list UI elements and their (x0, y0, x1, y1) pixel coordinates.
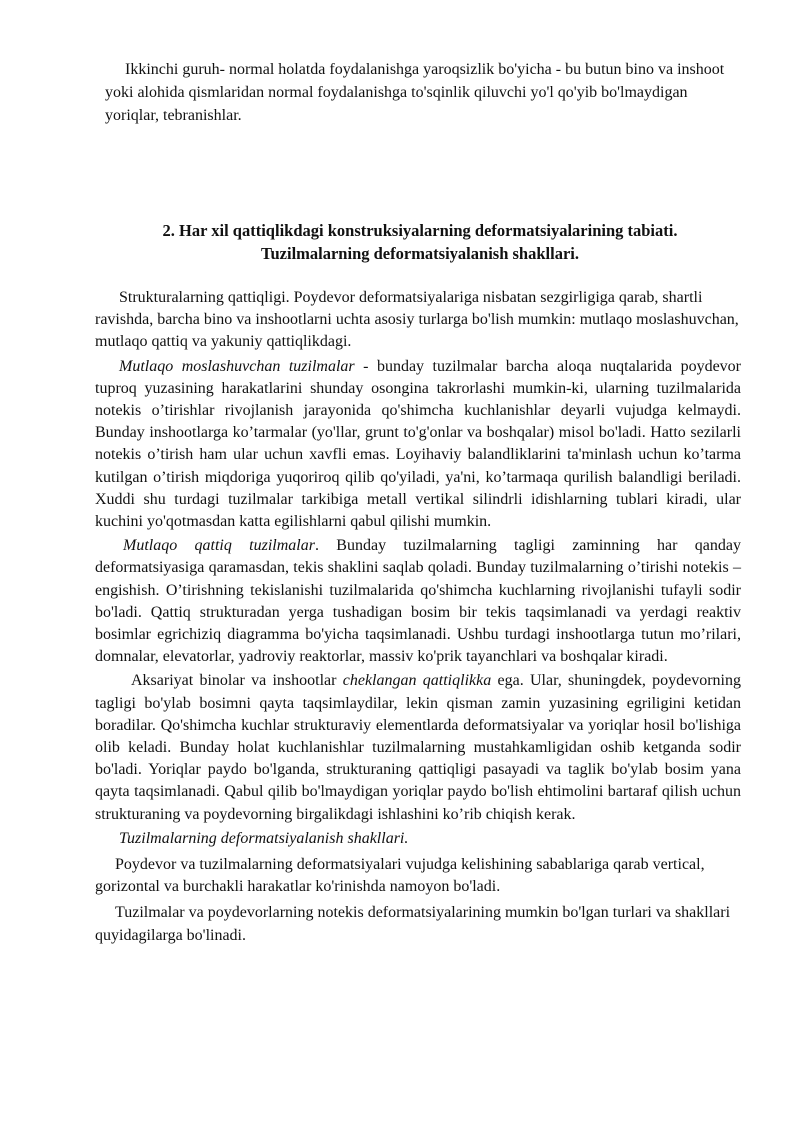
section-heading (100, 219, 740, 265)
section-body (95, 287, 741, 947)
section-heading-line1: 2. Har xil qattiqlikdagi konstruksiyalarning deformatsiyalarining tabiati. (162, 221, 678, 240)
term-rigid: Mutlaqo qattiq tuzilmalar (123, 537, 315, 555)
section-heading-line2: Tuzilmalarning deformatsiyalanish shakllari. (261, 244, 579, 263)
paragraph-types: Tuzilmalar va poydevorlarning notekis deformatsiyalarining mumkin bo'lgan turlari va shakllari quyidagilarga bo'linadi. (95, 904, 731, 944)
term-limited: cheklangan qattiqlikka (342, 672, 492, 690)
paragraph-flexible-text: - bunday tuzilmalar barcha aloqa nuqtalarida poydevor tuproq yuzasining harakatlarini shunday osongina takrorlashi mumkin-ki, ularning tuzilmalarida notekis o’tirishlar rivojlanish jarayonida qo'shimcha kuchlanishlar deyarli vujudga kelmaydi. Bunday inshootlarga ko’tarmalar (yo'llar, grunt to'g'onlar va boshqalar) misol bo'ladi. Hatto sezilarli notekis o’tirish ham ular uchun xavfli emas. Loyihaviy balandliklarini ta'minlash uchun ko’tarma kutilgan o’tirish miqdoriga yuqoriroq qilib qo'yiladi, ya'ni, ko’tarmaqa qurilish balandligi beriladi. Xuddi shu turdagi tuzilmalar tarkibiga metall vertikal silindrli idishlarning tublari kiradi, ular kuchini yo'qotmasdan katta egilishlarni qabul qilishi mumkin. (95, 357, 741, 531)
term-flexible: Mutlaqo moslashuvchan tuzilmalar (119, 357, 355, 375)
intro-paragraph: Ikkinchi guruh- normal holatda foydalanishga yaroqsizlik bo'yicha - bu butun bino va inshoot yoki alohida qismlaridan normal foydalanishga to'sqinlik qiluvchi yo'l qo'yib bo'lmaydigan yoriqlar, tebranishlar. (105, 61, 725, 124)
paragraph-rigidity: Strukturalarning qattiqligi. Poydevor deformatsiyalariga nisbatan sezgirligiga qarab, shartli ravishda, barcha bino va inshootlarni uchta asosiy turlarga bo'lish mumkin: mutlaqo moslashuvchan, mutlaqo qattiq va yakuniy qattiqlikdagi. (95, 289, 739, 351)
paragraph-rigid-text: . Bunday tuzilmalarning tagligi zaminning har qanday deformatsiyasiga qaramasdan, tekis shaklini saqlab qoladi. Bunday tuzilmalarning o’tirishi notekis – engishish. O’tirishning tekislanishi tuzilmalarida qo'shimcha kuchlarning rivojlanishi tufayli sodir bo'ladi. Qattiq strukturadan yerga tushadigan bosim bir tekis taqsimlanadi va yerdagi reaktiv bosimlar egrichiziq diagramma bo'yicha taqsimlanadi. Ushbu turdagi inshootlarga tutun mo’rilari, domnalar, elevatorlar, yadroviy reaktorlar, massiv ko'prik tayanchlari va boshqalar kiradi. (95, 537, 742, 666)
subheading-deformation-forms (95, 828, 741, 850)
paragraph-rigid (95, 535, 741, 668)
paragraph-limited (95, 670, 741, 825)
paragraph-limited-text: ega. Ular, shuningdek, poydevorning tagligi bo'ylab bosimni qayta taqsimlaydilar, lekin qisman zamin yuzasining egriligini ketidan boradilar. Qo'shimcha kuchlar strukturaviy elementlarda deformatsiyalar va yoriqlar hosil bo'lishiga olib keladi. Bunday holat kuchlanishlar tuzilmalarning mustahkamligidan oshib ketganda sodir bo'ladi. Yoriqlar paydo bo'lganda, strukturaning qattiqligi pasayadi va taglik bo'ylab bosim yana qayta taqsimlanadi. Qabul qilib bo'lmaydigan yoriqlar paydo bo'lish ehtimolini bartaraf qilish uchun strukturaning va poydevorning birgalikdagi ishlashini ko’rib chiqish kerak. (95, 672, 741, 823)
paragraph-flexible (95, 356, 741, 534)
paragraph-limited-before: Aksariyat binolar va inshootlar (131, 672, 343, 690)
paragraph-causes: Poydevor va tuzilmalarning deformatsiyalari vujudga kelishining sabablariga qarab vertical, gorizontal va burchakli harakatlar ko'rinishda namoyon bo'ladi. (95, 856, 705, 896)
subheading-deformation-forms-text: Tuzilmalarning deformatsiyalanish shakllari. (119, 829, 409, 847)
